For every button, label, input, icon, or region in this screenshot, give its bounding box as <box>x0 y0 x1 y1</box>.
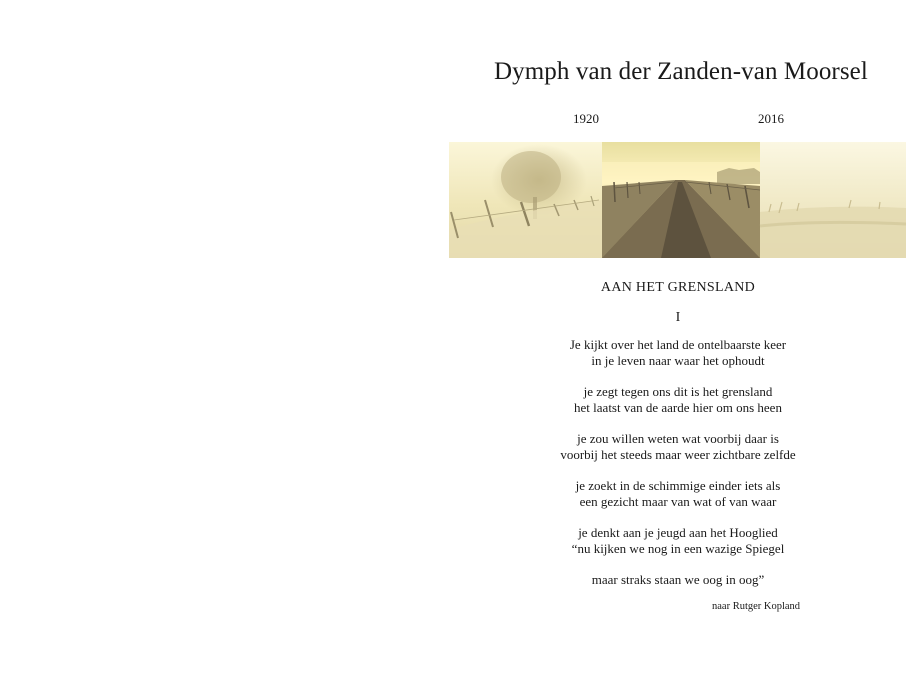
poem-line: je zoekt in de schimmige einder iets als <box>575 478 781 493</box>
poem-stanzas <box>478 337 878 588</box>
photo-strip-graphic <box>449 142 906 258</box>
poem-line: Je kijkt over het land de ontelbaarste keer <box>569 337 787 352</box>
misty-field-with-tree-image <box>449 142 602 258</box>
poem-part-number: I <box>675 310 681 325</box>
poem-line: “nu kijken we nog in een wazige Spiegel <box>571 540 785 556</box>
poem-line: je denkt aan je jeugd aan het Hooglied <box>578 525 778 540</box>
birth-year: 1920 <box>573 111 599 126</box>
poem-line: je zou willen weten wat voorbij daar is <box>577 431 779 446</box>
poem <box>478 278 878 604</box>
poem-stanza <box>478 572 878 588</box>
poem-title: AAN HET GRENSLAND <box>600 280 756 295</box>
deceased-name: Dymph van der Zanden-van Moorsel <box>494 58 868 85</box>
poem-stanza <box>478 384 878 415</box>
poem-stanza <box>478 525 878 556</box>
poem-line: een gezicht maar van wat of van waar <box>579 493 777 509</box>
poem-line: het laatst van de aarde hier om ons heen <box>574 399 782 415</box>
misty-meadow-image <box>760 142 906 258</box>
poem-stanza <box>478 478 878 509</box>
photo-strip <box>449 142 906 258</box>
poem-stanza <box>478 337 878 368</box>
death-year: 2016 <box>758 111 784 126</box>
poem-attribution: naar Rutger Kopland <box>712 601 801 612</box>
country-road-image <box>602 142 760 258</box>
poem-line: in je leven naar waar het ophoudt <box>591 352 765 368</box>
poem-line: maar straks staan we oog in oog” <box>591 572 765 587</box>
poem-stanza <box>478 431 878 462</box>
poem-line: voorbij het steeds maar weer zichtbare zelfde <box>560 446 796 462</box>
poem-line: je zegt tegen ons dit is het grensland <box>583 384 773 399</box>
